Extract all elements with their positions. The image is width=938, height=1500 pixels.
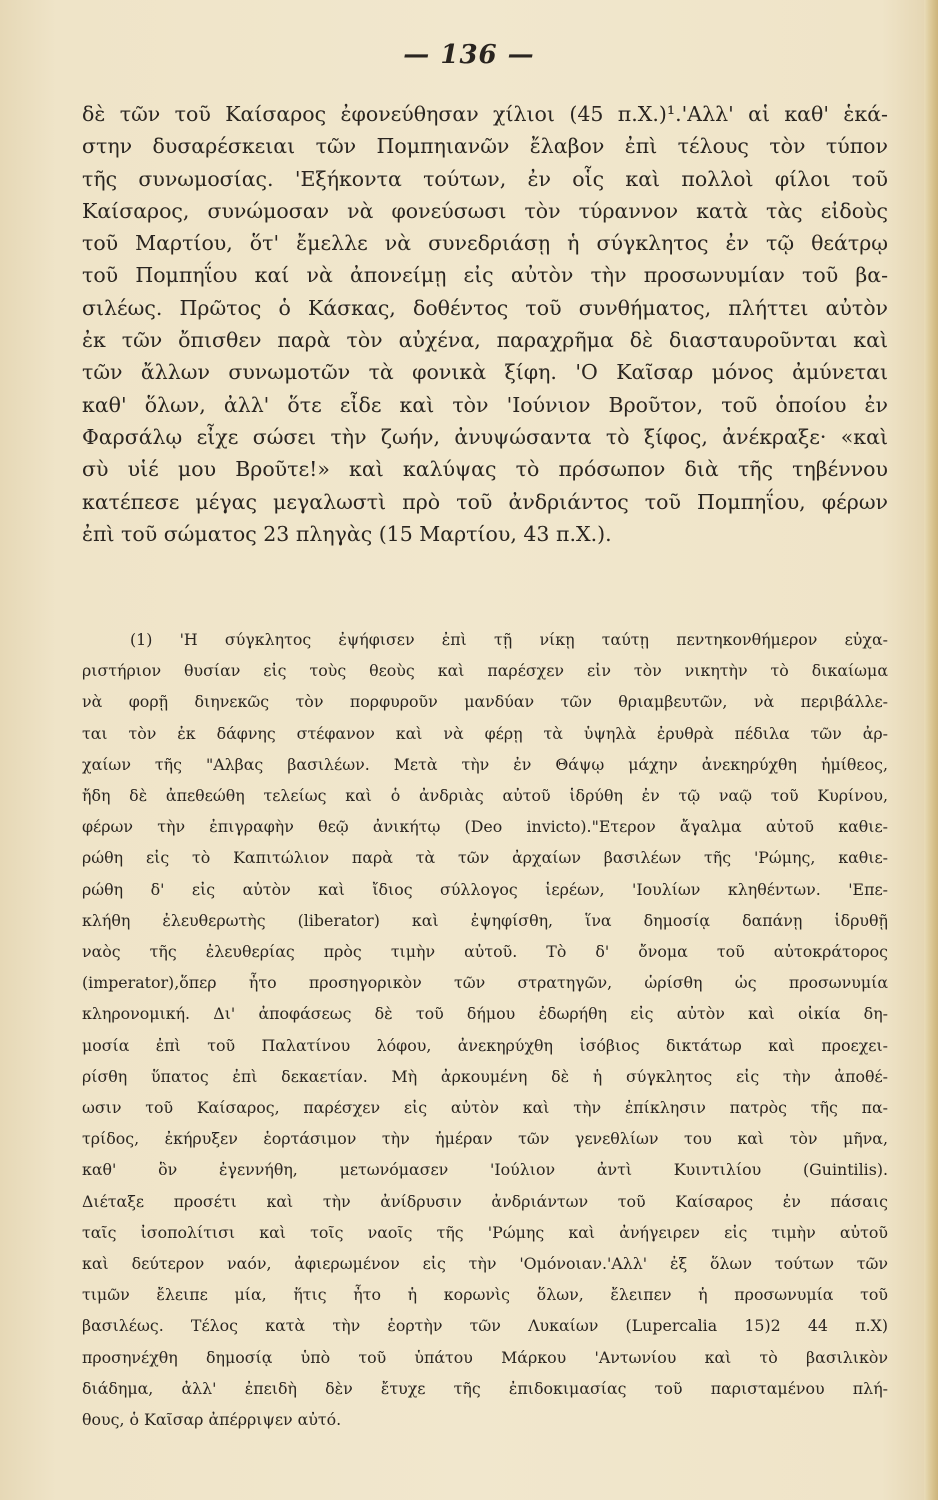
footnote-line: φέρων τὴν ἐπιγραφὴν θεῷ ἀνικήτῳ (Deo invicto)."Ετερον ἄγαλμα αὐτοῦ καθιε- — [82, 817, 888, 837]
footnote-line: Διέταξε προσέτι καὶ τὴν ἀνίδρυσιν ἀνδριάντων τοῦ Καίσαρος ἐν πάσαις — [82, 1191, 888, 1211]
footnote-line: χαίων τῆς "Αλβας βασιλέων. Μετὰ τὴν ἐν Θάψῳ μάχην ἀνεκηρύχθη ἡμίθεος, — [82, 754, 888, 774]
main-text-block — [82, 98, 888, 550]
footnote-line: ριστήριον θυσίαν εἰς τοὺς θεοὺς καὶ παρέσχεν εἰν τὸν νικητὴν τὸ δικαίωμα — [82, 661, 888, 681]
footnote-line: (imperator),ὅπερ ἦτο προσηγορικὸν τῶν στρατηγῶν, ὡρίσθη ὡς προσωνυμία — [82, 973, 888, 993]
page-edge — [924, 0, 938, 1500]
footnote-line: μοσία ἐπὶ τοῦ Παλατίνου λόφου, ἀνεκηρύχθη ἰσόβιος δικτάτωρ καὶ προεχει- — [82, 1035, 888, 1055]
footnote-line: ἤδη δὲ ἀπεθεώθη τελείως καὶ ὁ ἀνδριὰς αὐτοῦ ἱδρύθη ἐν τῷ ναῷ τοῦ Κυρίνου, — [82, 786, 888, 806]
main-text-line: στην δυσαρέσκειαι τῶν Πομπηιανῶν ἔλαβον ἐπὶ τέλους τὸν τύπον — [82, 134, 888, 159]
footnote-line: ρίσθη ὕπατος ἐπὶ δεκαετίαν. Μὴ ἀρκουμένη δὲ ἡ σύγκλητος εἰς τὴν ἀποθέ- — [82, 1066, 888, 1086]
footnote-line: ταῖς ἰσοπολίτισι καὶ τοῖς ναοῖς τῆς 'Ρώμης καὶ ἀνήγειρεν εἰς τιμὴν αὐτοῦ — [82, 1222, 888, 1242]
footnote-block — [82, 624, 888, 1435]
page-number: — 136 — — [403, 40, 535, 70]
main-text-line: σιλέως. Πρῶτος ὁ Κάσκας, δοθέντος τοῦ συνθήματος, πλήττει αὐτὸν — [82, 295, 888, 320]
main-text-line: καθ' ὅλων, ἀλλ' ὅτε εἶδε καὶ τὸν 'Ιούνιον Βροῦτον, τοῦ ὁποίου ἐν — [82, 392, 888, 417]
footnote-line: ται τὸν ἐκ δάφνης στέφανον καὶ νὰ φέρῃ τὰ ὑψηλὰ ἐρυθρὰ πέδιλα τῶν ἀρ- — [82, 723, 888, 743]
footnote-line: ρώθη δ' εἰς αὐτὸν καὶ ἴδιος σύλλογος ἱερέων, 'Ιουλίων κληθέντων. 'Επε- — [82, 879, 888, 899]
footnote-line: προσηνέχθη δημοσίᾳ ὑπὸ τοῦ ὑπάτου Μάρκου 'Αντωνίου καὶ τὸ βασιλικὸν — [82, 1347, 888, 1367]
main-text-line: ἐπὶ τοῦ σώματος 23 πληγὰς (15 Μαρτίου, 43 π.Χ.). — [82, 521, 612, 546]
main-text-line: τῶν ἄλλων συνωμοτῶν τὰ φονικὰ ξίφη. 'Ο Καῖσαρ μόνος ἀμύνεται — [82, 360, 888, 385]
main-text-line: σὺ υἱέ μου Βροῦτε!» καὶ καλύψας τὸ πρόσωπον διὰ τῆς τηβέννου — [82, 457, 888, 482]
footnote-line: καθ' ὃν ἐγεννήθη, μετωνόμασεν 'Ιούλιον ἀντὶ Κυιντιλίου (Guintilis). — [82, 1160, 888, 1180]
main-text-line: κατέπεσε μέγας μεγαλωστὶ πρὸ τοῦ ἀνδριάντος τοῦ Πομπηΐου, φέρων — [82, 489, 888, 514]
footnote-line: θους, ὁ Καῖσαρ ἀπέρριψεν αὐτό. — [82, 1410, 342, 1430]
footnote-line: τρίδος, ἐκήρυξεν ἑορτάσιμον τὴν ἡμέραν τῶν γενεθλίων του καὶ τὸν μῆνα, — [82, 1129, 888, 1149]
footnote-line: νὰ φορῇ διηνεκῶς τὸν πορφυροῦν μανδύαν τῶν θριαμβευτῶν, νὰ περιβάλλε- — [82, 692, 888, 712]
footnote-line: (1) 'Η σύγκλητος ἐψήφισεν ἐπὶ τῇ νίκῃ ταύτῃ πεντηκονθήμερον εὐχα- — [130, 630, 888, 649]
main-text-line: τοῦ Πομπηΐου καί νὰ ἀπονείμῃ εἰς αὐτὸν τὴν προσωνυμίαν τοῦ βα- — [82, 263, 888, 288]
footnote-line: διάδημα, ἀλλ' ἐπειδὴ δὲν ἔτυχε τῆς ἐπιδοκιμασίας τοῦ παρισταμένου πλή- — [82, 1378, 888, 1398]
footnote-line: ναὸς τῆς ἐλευθερίας πρὸς τιμὴν αὐτοῦ. Τὸ δ' ὄνομα τοῦ αὐτοκράτορος — [82, 942, 888, 962]
main-text-line: ἐκ τῶν ὄπισθεν παρὰ τὸν αὐχένα, παραχρῆμα δὲ διασταυροῦνται καὶ — [82, 328, 888, 353]
main-text-line: τοῦ Μαρτίου, ὅτ' ἔμελλε νὰ συνεδριάσῃ ἡ σύγκλητος ἐν τῷ θεάτρῳ — [82, 231, 888, 256]
footnote-line: ωσιν τοῦ Καίσαρος, παρέσχεν εἰς αὐτὸν καὶ τὴν ἐπίκλησιν πατρὸς τῆς πα- — [82, 1098, 888, 1118]
footnote-line: ρώθη εἰς τὸ Καπιτώλιον παρὰ τὰ τῶν ἀρχαίων βασιλέων τῆς 'Ρώμης, καθιε- — [82, 848, 888, 868]
main-text-line: τῆς συνωμοσίας. 'Εξήκοντα τούτων, ἐν οἷς καὶ πολλοὶ φίλοι τοῦ — [82, 166, 888, 191]
footnote-line: κλήθη ἐλευθερωτὴς (liberator) καὶ ἐψηφίσθη, ἵνα δημοσίᾳ δαπάνῃ ἱδρυθῇ — [82, 910, 888, 930]
footnote-line: καὶ δεύτερον ναόν, ἀφιερωμένον εἰς τὴν 'Ομόνοιαν.'Αλλ' ἐξ ὅλων τούτων τῶν — [82, 1254, 888, 1274]
footnote-line: κληρονομική. Δι' ἀποφάσεως δὲ τοῦ δήμου ἐδωρήθη εἰς αὐτὸν καὶ οἰκία δη- — [82, 1004, 888, 1024]
footnote-line: τιμῶν ἔλειπε μία, ἥτις ἦτο ἡ κορωνὶς ὅλων, ἔλειπεν ἡ προσωνυμία τοῦ — [82, 1285, 888, 1305]
main-text-line: Καίσαρος, συνώμοσαν νὰ φονεύσωσι τὸν τύραννον κατὰ τὰς εἰδοὺς — [82, 198, 888, 223]
footnote-line: βασιλέως. Τέλος κατὰ τὴν ἑορτὴν τῶν Λυκαίων (Lupercalia 15)2 44 π.Χ) — [82, 1316, 888, 1336]
main-text-line: Φαρσάλῳ εἶχε σώσει τὴν ζωήν, ἀνυψώσαντα τὸ ξίφος, ἀνέκραξε· «καὶ — [82, 424, 888, 449]
main-text-line: δὲ τῶν τοῦ Καίσαρος ἐφονεύθησαν χίλιοι (45 π.Χ.)¹.'Αλλ' αἱ καθ' ἑκά- — [82, 102, 888, 126]
